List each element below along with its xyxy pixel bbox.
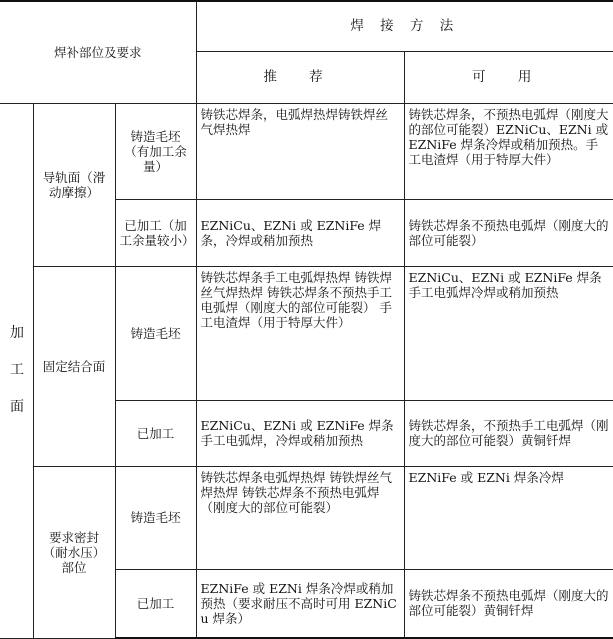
acceptable-cell: 铸铁芯焊条，不预热电弧焊（刚度大的部位可能裂）EZNiCu、EZNi 或 EZNiFe 焊条冷焊或稍加预热。手工电渣焊（用于特厚大件） bbox=[404, 103, 613, 199]
group-label-char: 面 bbox=[10, 399, 24, 415]
recommended-cell: 铸铁芯焊条电弧焊热焊 铸铁焊丝气焊热焊 铸铁芯焊条不预热电弧焊（刚度大的部位可能裂） bbox=[196, 466, 404, 569]
part-guide-rail: 导轨面（滑动摩擦） bbox=[33, 103, 115, 266]
recommended-cell: 铸铁芯焊条，电弧焊热焊铸铁焊丝气焊热焊 bbox=[196, 103, 404, 199]
header-acceptable: 可 用 bbox=[404, 51, 613, 103]
header-welding-method: 焊 接 方 法 bbox=[196, 1, 613, 51]
acceptable-cell: 铸铁芯焊条不预热电弧焊（刚度大的部位可能裂）黄铜钎焊 bbox=[404, 569, 613, 638]
acceptable-cell: EZNiFe 或 EZNi 焊条冷焊 bbox=[404, 466, 613, 569]
recommended-cell: 铸铁芯焊条手工电弧焊热焊 铸铁焊丝气焊热焊 铸铁芯焊条不预热手工电弧焊（刚度大的部位可能裂） 手工电渣焊（用于特厚大件） bbox=[196, 266, 404, 400]
header-recommended: 推 荐 bbox=[196, 51, 404, 103]
state-cell: 已加工 bbox=[115, 569, 196, 638]
acceptable-cell: EZNiCu、EZNi 或 EZNiFe 焊条手工电弧焊冷焊或稍加预热 bbox=[404, 266, 613, 400]
group-label-machined-surface bbox=[0, 103, 33, 638]
state-cell: 铸造毛坯（有加工余量） bbox=[115, 103, 196, 199]
part-sealed-pressure: 要求密封（耐水压）部位 bbox=[33, 466, 115, 638]
state-cell: 铸造毛坯 bbox=[115, 466, 196, 569]
header-location-requirement: 焊补部位及要求 bbox=[0, 1, 196, 103]
state-cell: 已加工 bbox=[115, 400, 196, 466]
group-label-char: 加 bbox=[10, 325, 24, 341]
acceptable-cell: 铸铁芯焊条，不预热手工电弧焊（刚度大的部位可能裂）黄铜钎焊 bbox=[404, 400, 613, 466]
recommended-cell: EZNiFe 或 EZNi 焊条冷焊或稍加预热（要求耐压不高时可用 EZNiCu 焊条） bbox=[196, 569, 404, 638]
state-cell: 已加工（加工余量较小） bbox=[115, 199, 196, 266]
recommended-cell: EZNiCu、EZNi 或 EZNiFe 焊条手工电弧焊，冷焊或稍加预热 bbox=[196, 400, 404, 466]
part-fixed-joint-surface: 固定结合面 bbox=[33, 266, 115, 466]
group-label-char: 工 bbox=[10, 362, 24, 378]
recommended-cell: EZNiCu、EZNi 或 EZNiFe 焊条，冷焊或稍加预热 bbox=[196, 199, 404, 266]
acceptable-cell: 铸铁芯焊条不预热电弧焊（刚度大的部位可能裂） bbox=[404, 199, 613, 266]
state-cell: 铸造毛坯 bbox=[115, 266, 196, 400]
